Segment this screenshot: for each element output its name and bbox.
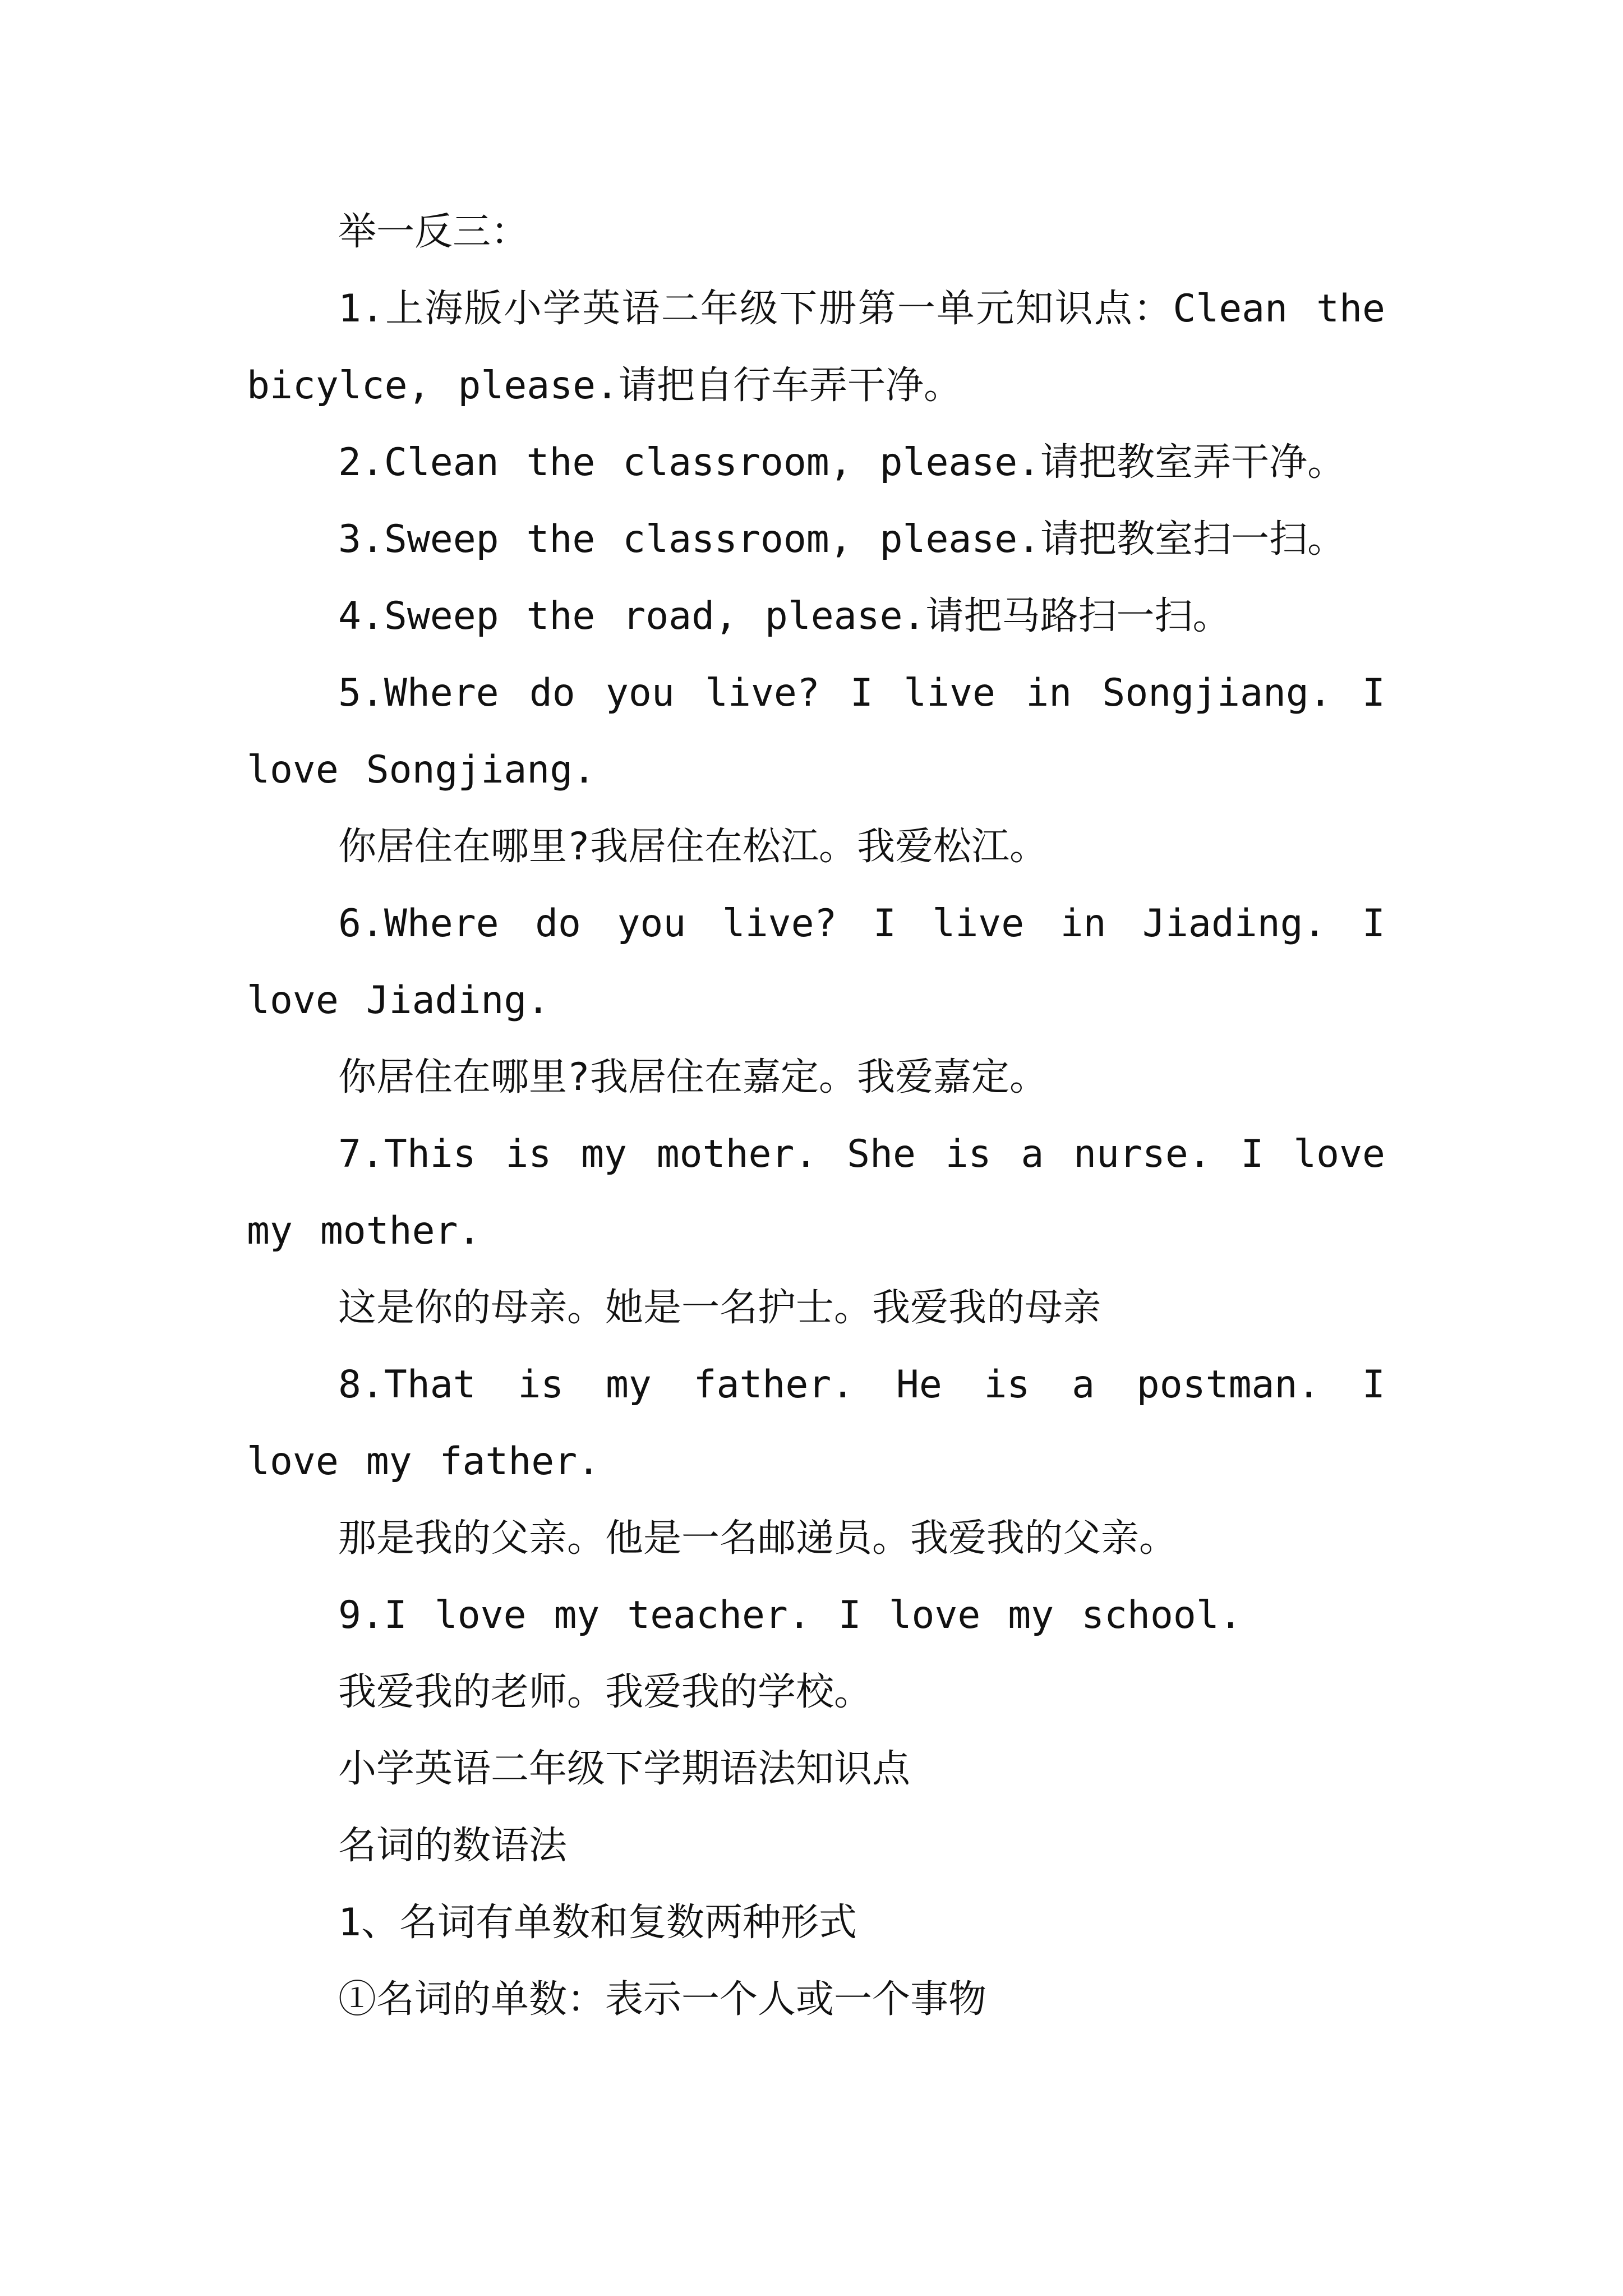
paragraph-8-english: 8.That is my father. He is a postman. I love my father. — [247, 1363, 1385, 1484]
paragraph-7-english: 7.This is my mother. She is a nurse. I love my mother. — [247, 1132, 1385, 1253]
paragraph-6-chinese: 你居住在哪里?我居住在嘉定。我爱嘉定。 — [338, 1055, 1048, 1099]
paragraph-3: 3.Sweep the classroom, please.请把教室扫一扫。 — [338, 517, 1346, 562]
paragraph-2: 2.Clean the classroom, please.请把教室弄干净。 — [338, 440, 1346, 485]
paragraph-5-chinese: 你居住在哪里?我居住在松江。我爱松江。 — [338, 825, 1048, 869]
paragraph-6-english: 6.Where do you live? I live in Jiading. I love Jiading. — [247, 901, 1385, 1023]
paragraph-5-english: 5.Where do you live? I live in Songjiang. I love Songjiang. — [247, 671, 1385, 792]
paragraph-8-chinese: 那是我的父亲。他是一名邮递员。我爱我的父亲。 — [338, 1516, 1178, 1561]
paragraph-7-chinese: 这是你的母亲。她是一名护士。我爱我的母亲 — [338, 1286, 1101, 1330]
subsection-title-noun-number: 名词的数语法 — [338, 1824, 568, 1868]
section-title-grammar: 小学英语二年级下学期语法知识点 — [338, 1747, 911, 1791]
paragraph-9-english: 9.I love my teacher. I love my school. — [338, 1593, 1242, 1637]
list-item-1: 1、名词有单数和复数两种形式 — [338, 1901, 857, 1945]
paragraph-1: 1.上海版小学英语二年级下册第一单元知识点：Clean the bicylce, please.请把自行车弄干净。 — [247, 287, 1385, 408]
paragraph-heading: 举一反三： — [338, 210, 529, 254]
list-item-1-a: ①名词的单数：表示一个人或一个事物 — [338, 1977, 987, 2022]
document-body — [247, 194, 1385, 2038]
paragraph-4: 4.Sweep the road, please.请把马路扫一扫。 — [338, 594, 1231, 638]
paragraph-9-chinese: 我爱我的老师。我爱我的学校。 — [338, 1670, 873, 1714]
